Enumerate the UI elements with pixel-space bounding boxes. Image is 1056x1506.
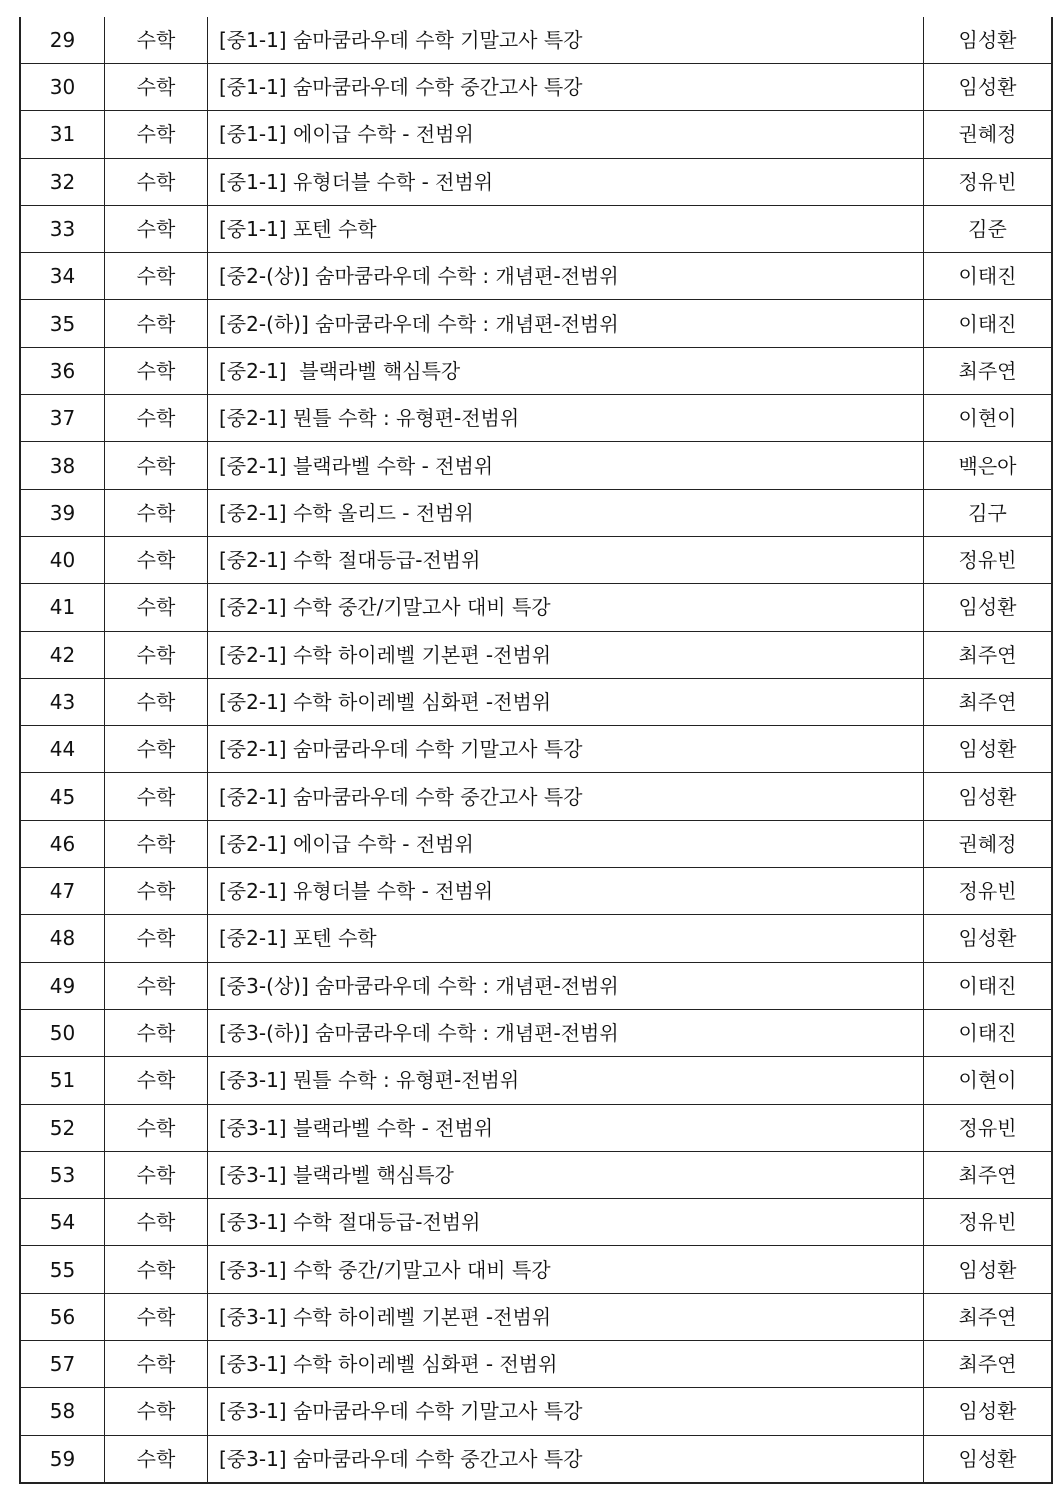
row-number: 39: [20, 489, 105, 536]
table-row: [20, 536, 1052, 583]
subject-cell: 수학: [105, 915, 208, 962]
subject-cell: 수학: [105, 1388, 208, 1435]
subject-cell: 수학: [105, 1199, 208, 1246]
row-number: 30: [20, 64, 105, 111]
teacher-cell: 최주연: [924, 1151, 1053, 1198]
subject-cell: 수학: [105, 868, 208, 915]
course-title-cell: [중2-(상)] 숨마쿰라우데 수학 : 개념편-전범위: [208, 253, 924, 300]
course-title-cell: [중3-1] 숨마쿰라우데 수학 기말고사 특강: [208, 1388, 924, 1435]
subject-cell: 수학: [105, 1151, 208, 1198]
course-title-cell: [중2-1] 수학 하이레벨 심화편 -전범위: [208, 678, 924, 725]
table-row: [20, 915, 1052, 962]
table-row: [20, 868, 1052, 915]
subject-cell: 수학: [105, 962, 208, 1009]
row-number: 58: [20, 1388, 105, 1435]
subject-cell: 수학: [105, 584, 208, 631]
course-title-cell: [중2-(하)] 숨마쿰라우데 수학 : 개념편-전범위: [208, 300, 924, 347]
row-number: 32: [20, 158, 105, 205]
course-title-cell: [중3-1] 뭔틀 수학 : 유형편-전범위: [208, 1057, 924, 1104]
course-title-cell: [중2-1] 수학 하이레벨 기본편 -전범위: [208, 631, 924, 678]
course-title-cell: [중3-1] 수학 중간/기말고사 대비 특강: [208, 1246, 924, 1293]
course-title-cell: [중1-1] 숨마쿰라우데 수학 기말고사 특강: [208, 17, 924, 64]
row-number: 55: [20, 1246, 105, 1293]
teacher-cell: 임성환: [924, 726, 1053, 773]
table-row: [20, 773, 1052, 820]
table-row: [20, 820, 1052, 867]
subject-cell: 수학: [105, 347, 208, 394]
subject-cell: 수학: [105, 1341, 208, 1388]
teacher-cell: 이현이: [924, 1057, 1053, 1104]
course-title-cell: [중1-1] 에이급 수학 - 전범위: [208, 111, 924, 158]
table-row: [20, 205, 1052, 252]
teacher-cell: 김구: [924, 489, 1053, 536]
subject-cell: 수학: [105, 726, 208, 773]
teacher-cell: 임성환: [924, 17, 1053, 64]
row-number: 56: [20, 1293, 105, 1340]
teacher-cell: 임성환: [924, 1246, 1053, 1293]
course-title-cell: [중2-1] 블랙라벨 핵심특강: [208, 347, 924, 394]
row-number: 42: [20, 631, 105, 678]
table-row: [20, 489, 1052, 536]
teacher-cell: 이현이: [924, 395, 1053, 442]
subject-cell: 수학: [105, 17, 208, 64]
course-title-cell: [중2-1] 수학 올리드 - 전범위: [208, 489, 924, 536]
subject-cell: 수학: [105, 205, 208, 252]
subject-cell: 수학: [105, 1009, 208, 1056]
row-number: 37: [20, 395, 105, 442]
course-title-cell: [중3-(상)] 숨마쿰라우데 수학 : 개념편-전범위: [208, 962, 924, 1009]
row-number: 40: [20, 536, 105, 583]
teacher-cell: 최주연: [924, 678, 1053, 725]
row-number: 33: [20, 205, 105, 252]
row-number: 50: [20, 1009, 105, 1056]
course-title-cell: [중2-1] 블랙라벨 수학 - 전범위: [208, 442, 924, 489]
course-title-cell: [중3-1] 숨마쿰라우데 수학 중간고사 특강: [208, 1435, 924, 1483]
subject-cell: 수학: [105, 442, 208, 489]
course-title-cell: [중3-1] 수학 하이레벨 심화편 - 전범위: [208, 1341, 924, 1388]
table-row: [20, 678, 1052, 725]
row-number: 44: [20, 726, 105, 773]
row-number: 54: [20, 1199, 105, 1246]
table-row: [20, 726, 1052, 773]
teacher-cell: 최주연: [924, 631, 1053, 678]
subject-cell: 수학: [105, 1293, 208, 1340]
row-number: 31: [20, 111, 105, 158]
table-row: [20, 1246, 1052, 1293]
table-row: [20, 158, 1052, 205]
course-title-cell: [중3-1] 블랙라벨 수학 - 전범위: [208, 1104, 924, 1151]
row-number: 35: [20, 300, 105, 347]
row-number: 41: [20, 584, 105, 631]
subject-cell: 수학: [105, 773, 208, 820]
teacher-cell: 이태진: [924, 1009, 1053, 1056]
subject-cell: 수학: [105, 631, 208, 678]
row-number: 52: [20, 1104, 105, 1151]
teacher-cell: 임성환: [924, 584, 1053, 631]
teacher-cell: 임성환: [924, 1435, 1053, 1483]
teacher-cell: 권혜정: [924, 820, 1053, 867]
table-row: [20, 1293, 1052, 1340]
subject-cell: 수학: [105, 1104, 208, 1151]
table-row: [20, 395, 1052, 442]
course-title-cell: [중1-1] 유형더블 수학 - 전범위: [208, 158, 924, 205]
subject-cell: 수학: [105, 111, 208, 158]
subject-cell: 수학: [105, 1435, 208, 1483]
course-title-cell: [중1-1] 포텐 수학: [208, 205, 924, 252]
course-table: [19, 17, 1053, 1484]
row-number: 29: [20, 17, 105, 64]
course-title-cell: [중2-1] 뭔틀 수학 : 유형편-전범위: [208, 395, 924, 442]
teacher-cell: 이태진: [924, 962, 1053, 1009]
teacher-cell: 최주연: [924, 1293, 1053, 1340]
table-row: [20, 1341, 1052, 1388]
teacher-cell: 김준: [924, 205, 1053, 252]
course-title-cell: [중2-1] 숨마쿰라우데 수학 중간고사 특강: [208, 773, 924, 820]
teacher-cell: 임성환: [924, 1388, 1053, 1435]
row-number: 51: [20, 1057, 105, 1104]
row-number: 57: [20, 1341, 105, 1388]
course-title-cell: [중1-1] 숨마쿰라우데 수학 중간고사 특강: [208, 64, 924, 111]
row-number: 36: [20, 347, 105, 394]
course-title-cell: [중2-1] 에이급 수학 - 전범위: [208, 820, 924, 867]
table-row: [20, 111, 1052, 158]
table-row: [20, 300, 1052, 347]
table-row: [20, 64, 1052, 111]
table-row: [20, 631, 1052, 678]
row-number: 53: [20, 1151, 105, 1198]
course-title-cell: [중3-1] 수학 절대등급-전범위: [208, 1199, 924, 1246]
row-number: 46: [20, 820, 105, 867]
table-row: [20, 347, 1052, 394]
course-title-cell: [중3-1] 수학 하이레벨 기본편 -전범위: [208, 1293, 924, 1340]
teacher-cell: 정유빈: [924, 158, 1053, 205]
teacher-cell: 정유빈: [924, 1199, 1053, 1246]
table-row: [20, 1199, 1052, 1246]
row-number: 43: [20, 678, 105, 725]
table-row: [20, 1435, 1052, 1483]
course-title-cell: [중2-1] 유형더블 수학 - 전범위: [208, 868, 924, 915]
teacher-cell: 임성환: [924, 915, 1053, 962]
course-title-cell: [중2-1] 수학 중간/기말고사 대비 특강: [208, 584, 924, 631]
row-number: 49: [20, 962, 105, 1009]
teacher-cell: 임성환: [924, 64, 1053, 111]
subject-cell: 수학: [105, 489, 208, 536]
teacher-cell: 이태진: [924, 300, 1053, 347]
teacher-cell: 최주연: [924, 347, 1053, 394]
table-row: [20, 1009, 1052, 1056]
course-title-cell: [중2-1] 포텐 수학: [208, 915, 924, 962]
subject-cell: 수학: [105, 395, 208, 442]
subject-cell: 수학: [105, 158, 208, 205]
teacher-cell: 이태진: [924, 253, 1053, 300]
course-title-cell: [중3-(하)] 숨마쿰라우데 수학 : 개념편-전범위: [208, 1009, 924, 1056]
teacher-cell: 정유빈: [924, 1104, 1053, 1151]
row-number: 47: [20, 868, 105, 915]
row-number: 38: [20, 442, 105, 489]
table-row: [20, 17, 1052, 64]
table-row: [20, 962, 1052, 1009]
subject-cell: 수학: [105, 1246, 208, 1293]
row-number: 48: [20, 915, 105, 962]
subject-cell: 수학: [105, 536, 208, 583]
subject-cell: 수학: [105, 300, 208, 347]
subject-cell: 수학: [105, 678, 208, 725]
teacher-cell: 정유빈: [924, 868, 1053, 915]
subject-cell: 수학: [105, 64, 208, 111]
course-title-cell: [중2-1] 숨마쿰라우데 수학 기말고사 특강: [208, 726, 924, 773]
table-row: [20, 1151, 1052, 1198]
table-row: [20, 253, 1052, 300]
teacher-cell: 백은아: [924, 442, 1053, 489]
course-title-cell: [중3-1] 블랙라벨 핵심특강: [208, 1151, 924, 1198]
subject-cell: 수학: [105, 1057, 208, 1104]
subject-cell: 수학: [105, 820, 208, 867]
course-title-cell: [중2-1] 수학 절대등급-전범위: [208, 536, 924, 583]
table-row: [20, 1104, 1052, 1151]
table-row: [20, 442, 1052, 489]
course-table-body: [20, 17, 1052, 1483]
teacher-cell: 임성환: [924, 773, 1053, 820]
teacher-cell: 최주연: [924, 1341, 1053, 1388]
table-row: [20, 584, 1052, 631]
row-number: 45: [20, 773, 105, 820]
teacher-cell: 정유빈: [924, 536, 1053, 583]
subject-cell: 수학: [105, 253, 208, 300]
table-row: [20, 1057, 1052, 1104]
table-row: [20, 1388, 1052, 1435]
row-number: 34: [20, 253, 105, 300]
row-number: 59: [20, 1435, 105, 1483]
teacher-cell: 권혜정: [924, 111, 1053, 158]
